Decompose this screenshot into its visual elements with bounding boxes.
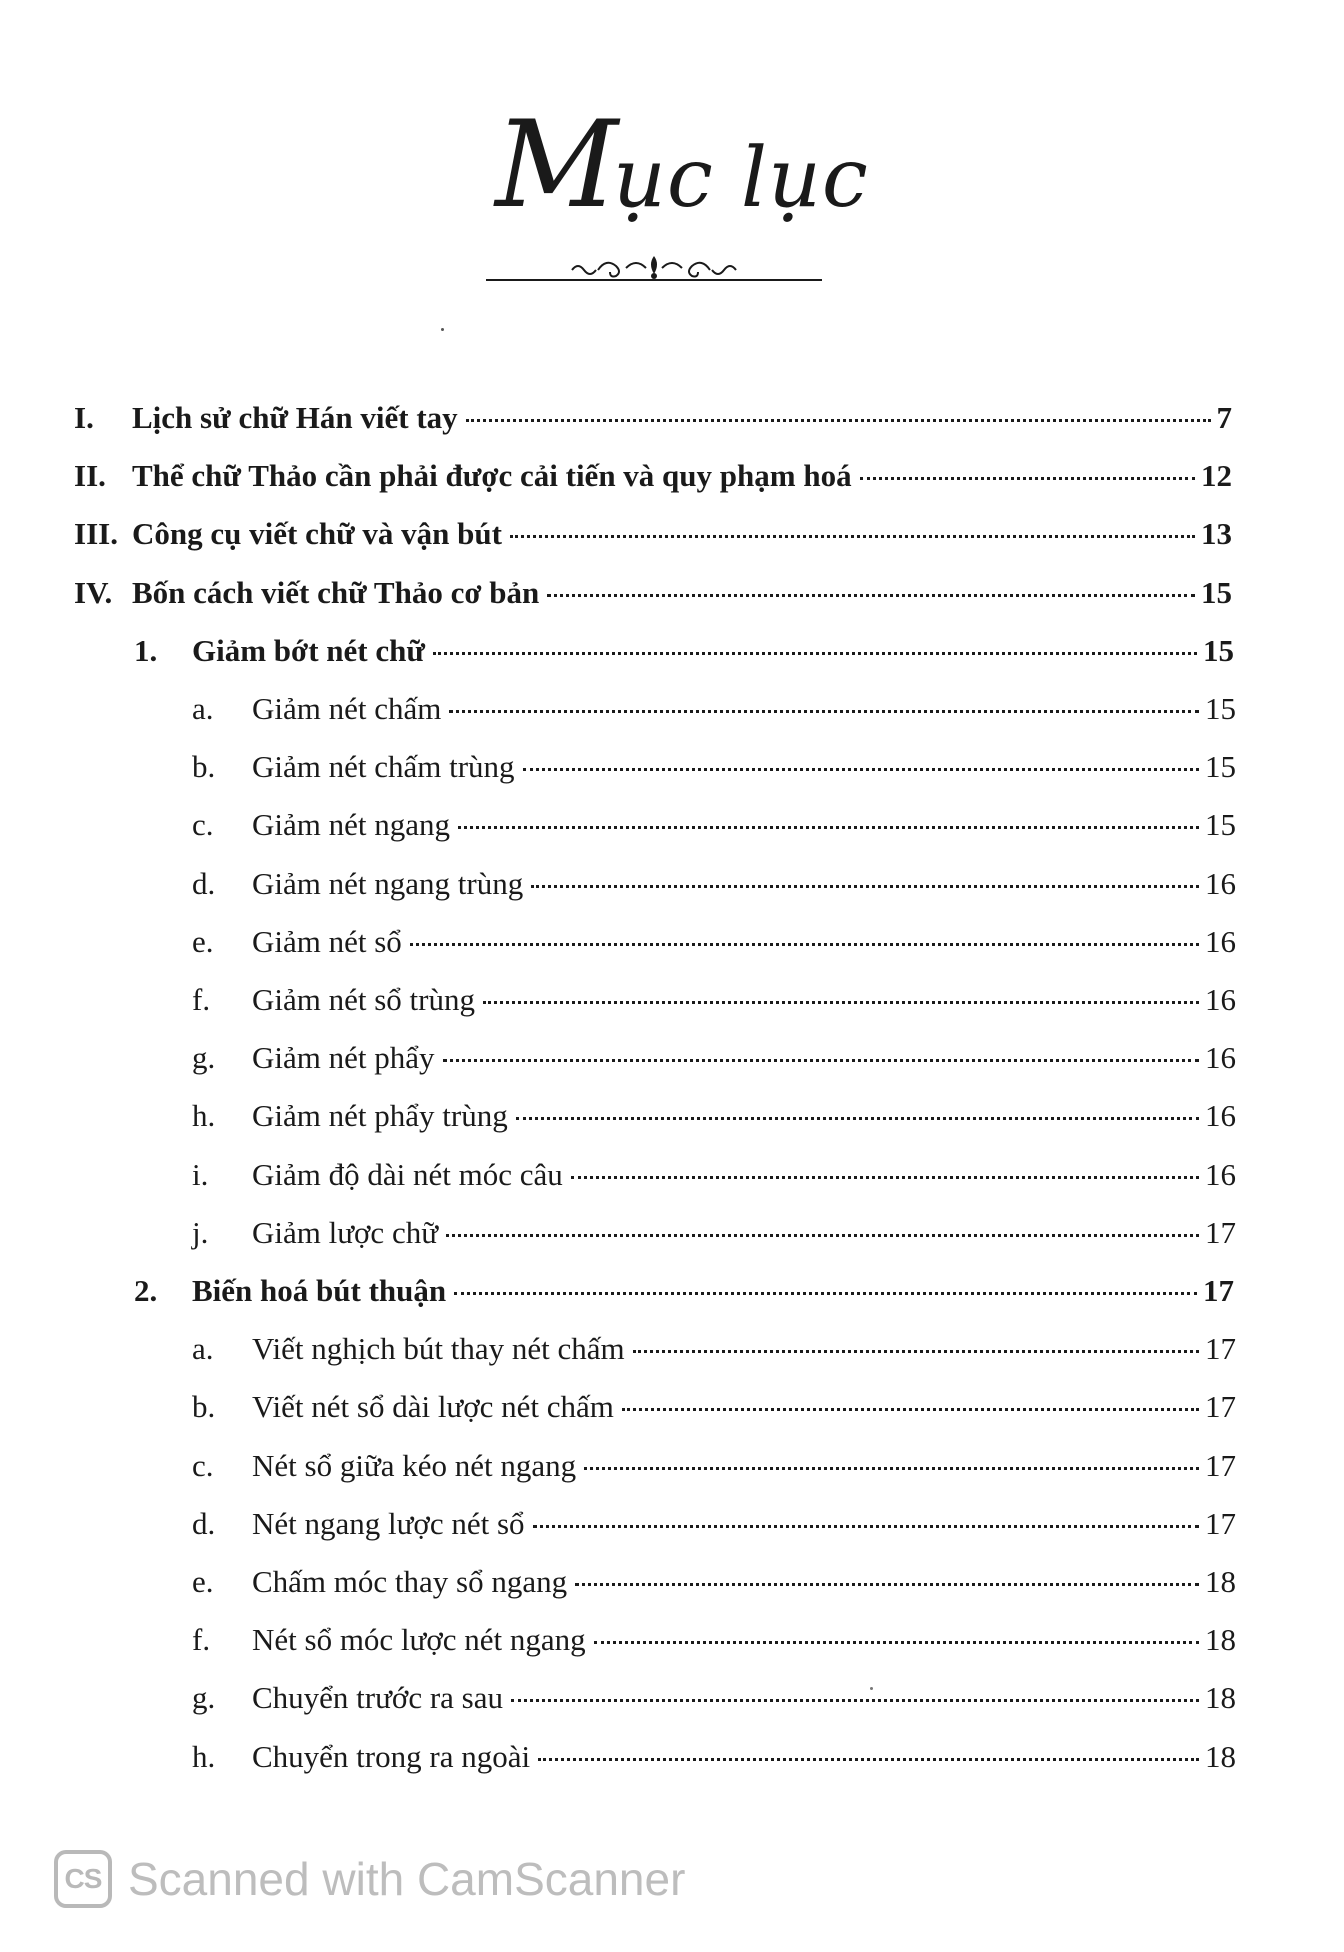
toc-entry-number: h. [192, 1098, 216, 1134]
toc-entry-number: a. [192, 1331, 214, 1367]
toc-dot-leader [446, 1204, 1199, 1237]
toc-entry [192, 744, 1236, 790]
toc-entry-number: f. [192, 1622, 211, 1658]
toc-entry [192, 1035, 1236, 1081]
toc-entry [74, 570, 1232, 616]
toc-entry-label: Giảm độ dài nét móc câu [252, 1156, 563, 1192]
toc-dot-leader [511, 1669, 1199, 1702]
toc-entry-label: Thể chữ Thảo cần phải được cải tiến và quy phạm hoá [132, 458, 852, 494]
toc-entry-number: b. [192, 749, 216, 785]
toc-entry-number: 1. [134, 632, 158, 668]
toc-entry [134, 1268, 1234, 1314]
toc-dot-leader [516, 1087, 1199, 1120]
toc-dot-leader [533, 1495, 1199, 1528]
toc-entry-label: Giảm lược chữ [252, 1214, 438, 1250]
toc-entry-page: 17 [1205, 1331, 1236, 1367]
camscanner-text: Scanned with CamScanner [128, 1853, 686, 1905]
toc-entry [192, 802, 1236, 848]
toc-entry-number: e. [192, 1564, 214, 1599]
toc-entry [192, 1210, 1236, 1256]
toc-entry-number: c. [192, 1447, 214, 1483]
toc-dot-leader [860, 447, 1195, 480]
toc-entry [192, 1384, 1236, 1430]
toc-entry-label: Chấm móc thay sổ ngang [252, 1564, 568, 1599]
toc-entry-number: f. [192, 982, 211, 1017]
toc-entry-page: 17 [1205, 1505, 1236, 1541]
toc-dot-leader [538, 1728, 1199, 1761]
toc-dot-leader [410, 913, 1199, 946]
toc-entry-number: b. [192, 1389, 216, 1425]
toc-entry-label: Giảm nét ngang trùng [252, 865, 524, 901]
toc-entry-page: 17 [1205, 1447, 1236, 1483]
toc-entry [192, 1443, 1236, 1489]
toc-entry-number: g. [192, 1680, 216, 1716]
toc-dot-leader [633, 1320, 1199, 1353]
page-title [475, 96, 869, 235]
title-initial: M [495, 96, 620, 235]
toc-entry-label: Công cụ viết chữ và vận bút [132, 516, 502, 552]
toc-entry-page: 16 [1205, 982, 1236, 1017]
toc-entry-page: 15 [1201, 574, 1232, 610]
toc-entry-label: Bốn cách viết chữ Thảo cơ bản [132, 574, 540, 610]
toc-entry [192, 1152, 1236, 1198]
toc-entry [192, 977, 1236, 1023]
toc-entry-number: IV. [74, 574, 113, 610]
toc-dot-leader [571, 1146, 1199, 1179]
toc-entry-number: c. [192, 807, 214, 843]
toc-entry-label: Giảm nét phẩy [252, 1040, 435, 1076]
toc-dot-leader [433, 622, 1197, 655]
toc-entry-label: Nét ngang lược nét sổ [252, 1505, 525, 1541]
toc-entry-number: e. [192, 923, 214, 959]
title-block [0, 96, 1344, 235]
toc-entry-page: 18 [1205, 1622, 1236, 1658]
toc-entry-label: Nét sổ giữa kéo nét ngang [252, 1447, 577, 1483]
toc-entry [74, 395, 1232, 441]
toc-entry-number: i. [192, 1156, 209, 1192]
toc-entry-label: Giảm bớt nét chữ [192, 632, 425, 668]
toc-entry [74, 453, 1232, 499]
toc-entry-page: 15 [1205, 807, 1236, 843]
toc-entry-page: 15 [1205, 749, 1236, 785]
toc-entry-page: 16 [1205, 923, 1236, 959]
toc-entry-label: Biến hoá bút thuận [192, 1273, 447, 1308]
toc-entry-number: a. [192, 691, 214, 726]
toc-entry-number: h. [192, 1738, 216, 1774]
toc-dot-leader [575, 1553, 1199, 1586]
toc-entry [134, 628, 1234, 674]
toc-entry [192, 686, 1236, 732]
toc-entry [192, 1501, 1236, 1547]
toc-entry-label: Giảm nét sổ [252, 923, 402, 959]
toc-entry-label: Lịch sử chữ Hán viết tay [132, 400, 458, 435]
toc-entry-page: 15 [1205, 691, 1236, 726]
toc-dot-leader [483, 971, 1199, 1004]
toc-entry [192, 1617, 1236, 1663]
toc-entry-page: 15 [1203, 632, 1234, 668]
toc-dot-leader [594, 1611, 1199, 1644]
toc-entry-page: 16 [1205, 1098, 1236, 1134]
toc-entry-page: 16 [1205, 1156, 1236, 1192]
toc-entry-label: Giảm nét ngang [252, 807, 451, 843]
toc-dot-leader [584, 1437, 1199, 1470]
toc-entry-label: Viết nét sổ dài lược nét chấm [252, 1389, 614, 1425]
toc-dot-leader [547, 564, 1195, 597]
toc-entry [192, 1326, 1236, 1372]
toc-entry-page: 17 [1203, 1273, 1234, 1308]
camscanner-watermark [54, 1846, 685, 1912]
toc-entry [192, 1559, 1236, 1605]
toc-entry [192, 1675, 1236, 1721]
toc-entry-number: d. [192, 1505, 216, 1541]
toc-entry-number: III. [74, 516, 118, 552]
toc-entry-page: 13 [1201, 516, 1232, 552]
toc-entry [192, 1734, 1236, 1780]
toc-dot-leader [510, 505, 1195, 538]
toc-entry-number: j. [192, 1214, 209, 1250]
title-rest: ục lục [613, 131, 869, 226]
scan-speck [441, 328, 444, 331]
toc-dot-leader [466, 389, 1211, 422]
ornament-divider-icon [486, 252, 822, 288]
toc-entry-label: Giảm nét phẩy trùng [252, 1098, 508, 1134]
toc-entry-page: 18 [1205, 1738, 1236, 1774]
toc-dot-leader [458, 796, 1199, 829]
toc-entry-label: Giảm nét chấm [252, 691, 442, 726]
toc-dot-leader [622, 1378, 1199, 1411]
toc-entry-page: 17 [1205, 1389, 1236, 1425]
toc-entry-label: Giảm nét sổ trùng [252, 982, 475, 1017]
toc-entry-number: II. [74, 458, 106, 494]
toc-entry-label: Giảm nét chấm trùng [252, 749, 515, 785]
toc-entry-label: Chuyển trong ra ngoài [252, 1738, 531, 1774]
toc-entry-label: Chuyển trước ra sau [252, 1680, 503, 1716]
toc-entry [192, 861, 1236, 907]
camscanner-logo: CS [54, 1850, 112, 1908]
toc-dot-leader [531, 855, 1199, 888]
toc-entry [74, 511, 1232, 557]
toc-entry-page: 18 [1205, 1564, 1236, 1599]
toc-dot-leader [523, 738, 1199, 771]
toc-entry-page: 16 [1205, 865, 1236, 901]
toc-entry-page: 7 [1216, 400, 1232, 435]
toc-dot-leader [443, 1029, 1199, 1062]
toc-entry [192, 919, 1236, 965]
toc-entry-number: g. [192, 1040, 216, 1076]
toc-entry-label: Nét sổ móc lược nét ngang [252, 1622, 586, 1658]
toc-entry-number: I. [74, 400, 94, 435]
toc-entry-page: 18 [1205, 1680, 1236, 1716]
toc-entry-label: Viết nghịch bút thay nét chấm [252, 1331, 625, 1367]
toc-entry-page: 17 [1205, 1214, 1236, 1250]
toc-entry-number: 2. [134, 1273, 158, 1308]
toc-entry-number: d. [192, 865, 216, 901]
toc-entry-page: 12 [1201, 458, 1232, 494]
toc-dot-leader [454, 1262, 1197, 1295]
toc-entry [192, 1093, 1236, 1139]
toc-entry-page: 16 [1205, 1040, 1236, 1076]
toc-dot-leader [449, 680, 1199, 713]
